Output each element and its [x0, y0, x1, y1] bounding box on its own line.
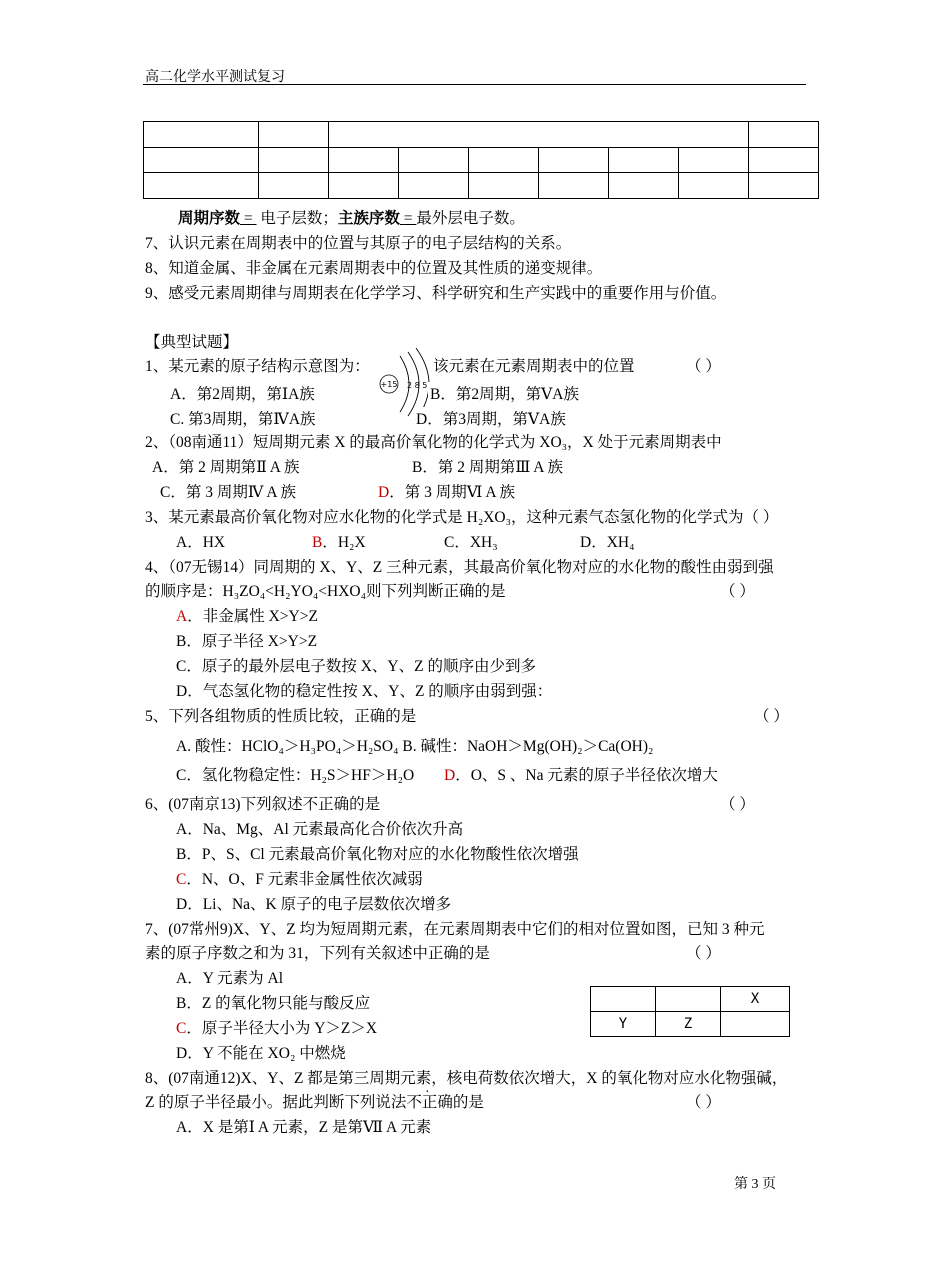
q3-option-d: D．XH₄ — [580, 534, 635, 551]
pos-cell: X — [721, 987, 790, 1012]
q2-option-d: D．第 3 周期Ⅵ A 族 — [378, 484, 516, 501]
q7-option-b: B．Z 的氧化物只能与酸反应 — [176, 995, 371, 1012]
q6-option-b: B．P、S、Cl 元素最高价氧化物对应的水化物酸性依次增强 — [176, 846, 579, 863]
shell-electrons-label: 2 8 5 — [407, 381, 428, 390]
page-number: 第 3 页 — [734, 1177, 776, 1192]
q8-answer-paren: （ ） — [686, 1094, 721, 1111]
q5-option-c: C．氢化物稳定性：H₂S＞HF＞H₂O — [176, 767, 415, 784]
q3-option-a: A．HX — [176, 534, 226, 551]
q1-answer-paren: （ ） — [686, 358, 721, 375]
q6-stem: 6、(07南京13)下列叙述不正确的是 — [145, 796, 381, 813]
q6-option-c: C．N、O、F 元素非金属性依次减弱 — [176, 871, 423, 888]
page-header: 高二化学水平测试复习 — [145, 69, 285, 85]
q3-option-c: C．XH₃ — [444, 534, 498, 551]
pos-cell: Z — [656, 1012, 721, 1037]
q7-stem-line2: 素的原子序数之和为 31，下列有关叙述中正确的是 — [145, 945, 490, 962]
q8-stem-line2: Z 的原子半径最小。据此判断下列说法不正确的是 — [145, 1094, 484, 1111]
q1-stem: 1、某元素的原子结构示意图为： — [145, 358, 370, 375]
q5-option-ab: A. 酸性：HClO₄＞H₃PO₄＞H₂SO₄ B. 碱性：NaOH＞Mg(OH)₂＞Ca(OH)₂ — [176, 738, 654, 755]
objective-8: 8、知道金属、非金属在元素周期表中的位置及其性质的递变规律。 — [145, 260, 603, 277]
objective-9: 9、感受元素周期律与周期表在化学学习、科学研究和生产实践中的重要作用与价值。 — [145, 285, 727, 302]
q4-answer-paren: （ ） — [720, 583, 755, 600]
q4-stem-line2: 的顺序是：H₃ZO₄<H₂YO₄<HXO₄则下列判断正确的是 — [145, 583, 506, 600]
q4-option-d: D．气态氢化物的稳定性按 X、Y、Z 的顺序由弱到强： — [176, 683, 553, 700]
q5-stem: 5、下列各组物质的性质比较，正确的是 — [145, 708, 417, 725]
xyz-position-table — [590, 986, 790, 1037]
q6-option-d: D．Li、Na、K 原子的电子层数依次增多 — [176, 896, 452, 913]
nucleus-label: +15 — [380, 380, 398, 389]
objective-7: 7、认识元素在周期表中的位置与其原子的电子层结构的关系。 — [145, 235, 572, 252]
pos-cell — [591, 987, 656, 1012]
q8-stem-line1: 8、(07南通12)X、Y、Z 都是第三周期元素，核电荷数依次增大，X 的氧化物对应水化物强碱， — [145, 1070, 788, 1087]
q8-option-a: A．X 是第Ⅰ A 元素，Z 是第Ⅶ A 元素 — [176, 1119, 432, 1136]
pos-cell — [721, 1012, 790, 1037]
q2-option-c: C．第 3 周期Ⅳ A 族 — [160, 484, 297, 501]
q4-option-a: A．非金属性 X>Y>Z — [176, 608, 318, 625]
q7-stem-line1: 7、(07常州9)X、Y、Z 均为短周期元素，在元素周期表中它们的相对位置如图，已知 3 种元 — [145, 921, 765, 938]
q5-answer-paren: （ ） — [754, 708, 789, 725]
q2-option-a: A．第 2 周期第Ⅱ A 族 — [152, 459, 300, 476]
q3-stem: 3、某元素最高价氧化物对应水化物的化学式是 H₂XO₃，这种元素气态氢化物的化学式为（ ） — [145, 509, 779, 526]
section-title: 【典型试题】 — [145, 334, 239, 351]
q7-option-d: D．Y 不能在 XO₂ 中燃烧 — [176, 1045, 346, 1062]
q1-option-c: C. 第3周期，第ⅣA族 — [170, 411, 316, 428]
q1-option-a: A．第2周期，第ⅠA族 — [170, 386, 315, 403]
q1-stem-tail: 该元素在元素周期表中的位置 — [433, 354, 635, 376]
q2-stem: 2、（08南通11）短周期元素 X 的最高价氧化物的化学式为 XO₃，X 处于元素周期表中 — [145, 434, 722, 451]
summary-line: 周期序数 = 电子层数；主族序数 = 最外层电子数。 — [178, 210, 525, 227]
q1-option-b: B．第2周期，第ⅤA族 — [428, 382, 580, 404]
q1-option-d: D．第3周期，第ⅤA族 — [416, 407, 546, 429]
pos-cell — [656, 987, 721, 1012]
q4-option-b: B．原子半径 X>Y>Z — [176, 633, 318, 650]
q4-stem-line1: 4、（07无锡14）同周期的 X、Y、Z 三种元素，其最高价氧化物对应的水化物的酸性由弱到强 — [145, 559, 774, 576]
q6-answer-paren: （ ） — [720, 796, 755, 813]
q3-option-b: B．H₂X — [312, 534, 366, 551]
periodic-table-blank — [143, 121, 819, 199]
q7-answer-paren: （ ） — [686, 945, 721, 962]
q7-option-a: A．Y 元素为 Al — [176, 970, 284, 987]
q5-option-d: D．O、S 、Na 元素的原子半径依次增大 — [444, 767, 718, 784]
q6-option-a: A．Na、Mg、Al 元素最高化合价依次升高 — [176, 821, 464, 838]
q4-option-c: C．原子的最外层电子数按 X、Y、Z 的顺序由少到多 — [176, 658, 536, 675]
q2-option-b: B．第 2 周期第Ⅲ A 族 — [412, 459, 564, 476]
q7-option-c: C．原子半径大小为 Y＞Z＞X — [176, 1020, 378, 1037]
header-rule — [143, 84, 806, 85]
pos-cell: Y — [591, 1012, 656, 1037]
